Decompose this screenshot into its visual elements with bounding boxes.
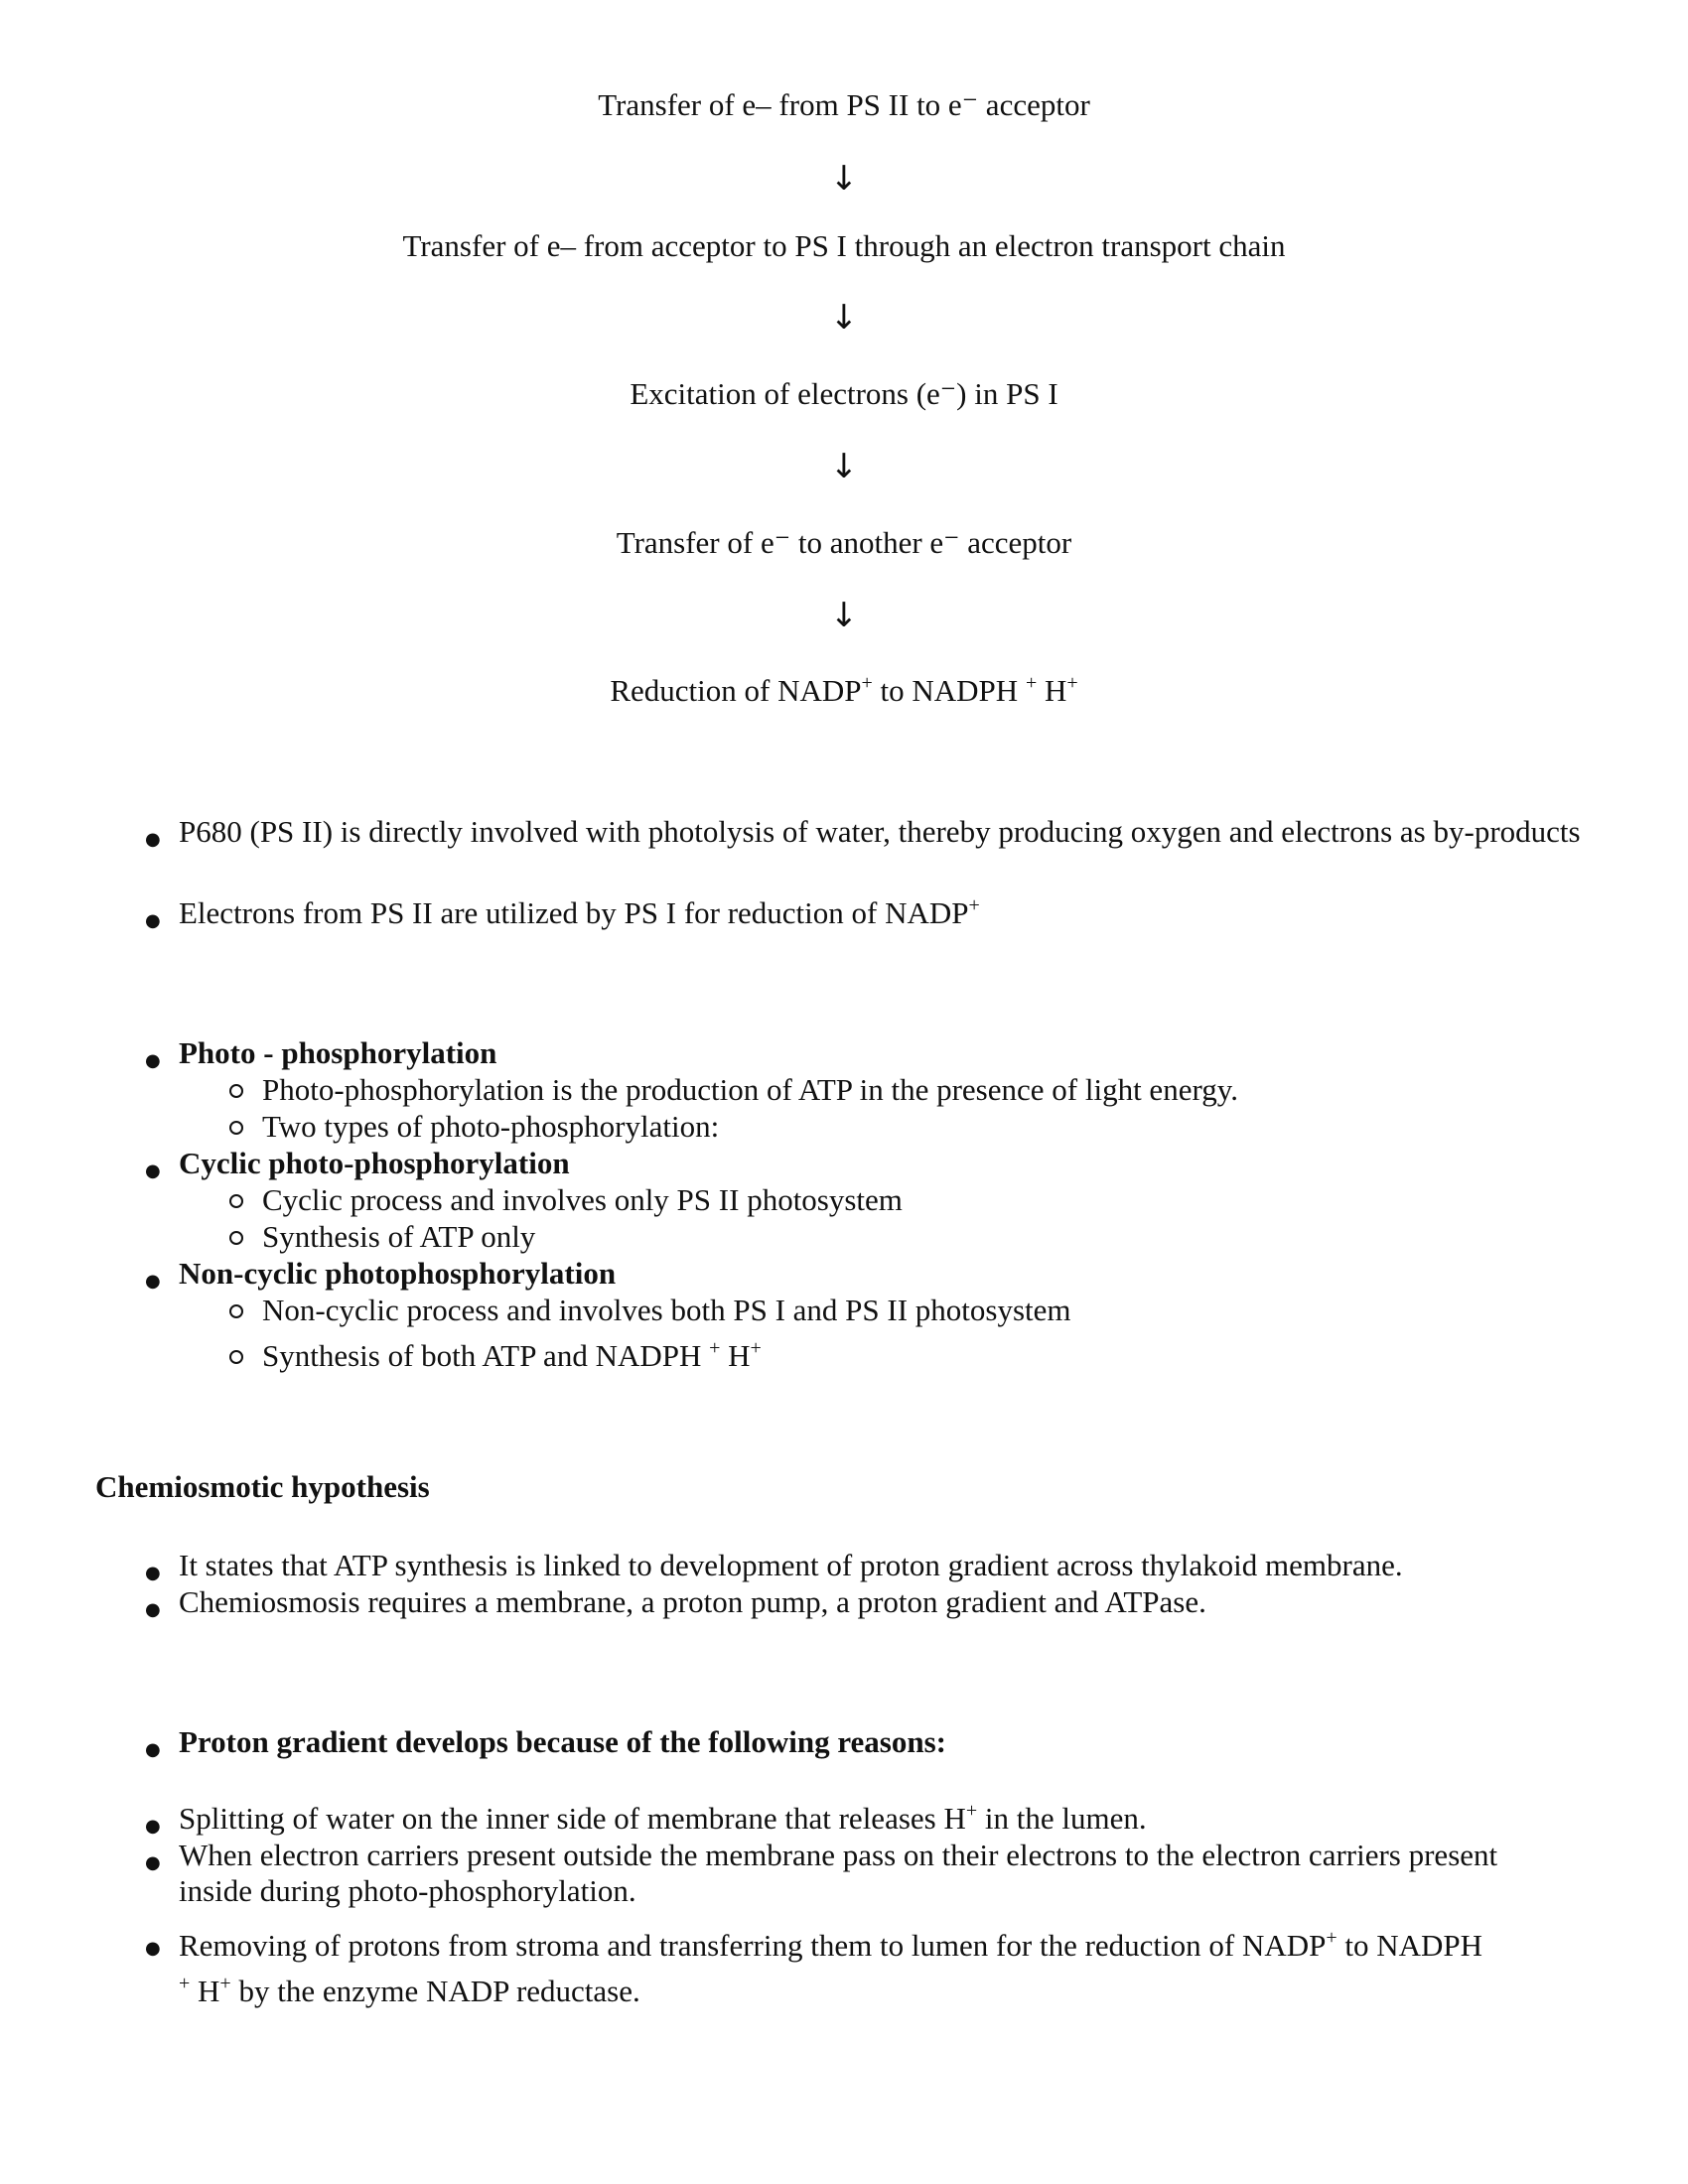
proton-gradient-item-1: Splitting of water on the inner side of membrane that releases H+ in the lumen.: [179, 1800, 1147, 1836]
down-arrow-icon: ↓: [829, 159, 859, 199]
flow-step-4: Transfer of e⁻ to another e⁻ acceptor: [616, 525, 1072, 560]
bullet-icon: ●: [145, 1739, 161, 1760]
sub-bullet-icon: [229, 1121, 243, 1135]
sub-bullet-icon: [229, 1194, 243, 1208]
photophosphorylation-heading: Photo - phosphorylation: [179, 1035, 497, 1070]
ps-note-2: Electrons from PS II are utilized by PS I for reduction of NADP+: [179, 894, 980, 930]
noncyclic-sub-1: Non-cyclic process and involves both PS I and PS II photosystem: [262, 1293, 1071, 1327]
bullet-icon: ●: [145, 910, 161, 931]
flow-step-3: Excitation of electrons (e⁻) in PS I: [630, 376, 1058, 411]
chemiosmotic-item-2: Chemiosmosis requires a membrane, a proton pump, a proton gradient and ATPase.: [179, 1584, 1206, 1619]
flow-step-1: Transfer of e– from PS II to e⁻ acceptor: [598, 87, 1090, 122]
cyclic-sub-1: Cyclic process and involves only PS II photosystem: [262, 1182, 903, 1217]
bullet-icon: ●: [145, 1563, 161, 1583]
sub-bullet-icon: [229, 1084, 243, 1098]
proton-gradient-item-2: When electron carriers present outside the membrane pass on their electrons to the electron carriers present inside during photo-phosphorylation.: [179, 1838, 1498, 1908]
sub-bullet-icon: [229, 1350, 243, 1364]
bullet-icon: ●: [145, 1271, 161, 1292]
bullet-icon: ●: [145, 1050, 161, 1071]
bullet-icon: ●: [145, 1816, 161, 1837]
noncyclic-heading: Non-cyclic photophosphorylation: [179, 1256, 617, 1291]
flow-step-5: Reduction of NADP+ to NADPH + H+: [610, 672, 1078, 708]
bullet-icon: ●: [145, 829, 161, 850]
bullet-icon: ●: [145, 1599, 161, 1620]
noncyclic-sub-2: Synthesis of both ATP and NADPH + H+: [262, 1337, 762, 1373]
cyclic-heading: Cyclic photo-phosphorylation: [179, 1146, 570, 1180]
bullet-icon: ●: [145, 1852, 161, 1873]
down-arrow-icon: ↓: [829, 447, 859, 486]
proton-gradient-item-3: Removing of protons from stroma and transferring them to lumen for the reduction of NADP+ to NADPH + H+ by the enzyme NADP reductase.: [179, 1927, 1483, 2008]
photophosphorylation-sub-1: Photo-phosphorylation is the production of ATP in the presence of light energy.: [262, 1072, 1238, 1107]
down-arrow-icon: ↓: [829, 596, 859, 635]
ps-note-1: P680 (PS II) is directly involved with photolysis of water, thereby producing oxygen and electrons as by-products: [179, 814, 1581, 849]
down-arrow-icon: ↓: [829, 298, 859, 338]
bullet-icon: ●: [145, 1938, 161, 1959]
sub-bullet-icon: [229, 1304, 243, 1318]
photophosphorylation-sub-2: Two types of photo-phosphorylation:: [262, 1109, 720, 1144]
chemiosmotic-item-1: It states that ATP synthesis is linked to development of proton gradient across thylakoid membrane.: [179, 1548, 1403, 1582]
bullet-icon: ●: [145, 1160, 161, 1181]
proton-gradient-heading: Proton gradient develops because of the following reasons:: [179, 1724, 946, 1759]
cyclic-sub-2: Synthesis of ATP only: [262, 1219, 536, 1254]
chemiosmotic-heading: Chemiosmotic hypothesis: [95, 1469, 430, 1504]
flow-step-2: Transfer of e– from acceptor to PS I through an electron transport chain: [402, 228, 1286, 263]
sub-bullet-icon: [229, 1231, 243, 1245]
